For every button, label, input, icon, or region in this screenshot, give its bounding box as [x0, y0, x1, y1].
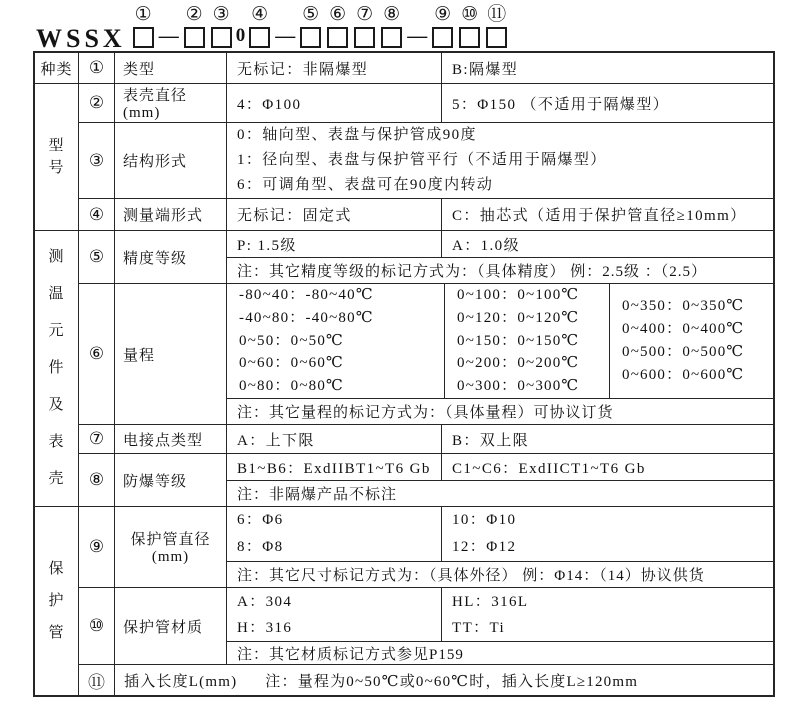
option-line: 1：径向型、表盘与保护管平行（不适用于隔爆型）	[237, 152, 607, 168]
model-slot-3	[208, 2, 235, 51]
row-label	[115, 507, 227, 587]
row-note: 注：其它量程的标记方式为：（具体量程）可协议订货	[227, 398, 773, 424]
row-label: 防爆等级	[115, 454, 227, 506]
table-row-case-diameter	[79, 84, 773, 122]
model-dash: —	[275, 25, 296, 47]
model-slot-11	[483, 2, 510, 51]
table-row-type	[79, 53, 773, 83]
table-row-explosion-proof	[79, 453, 773, 506]
option-cells	[227, 53, 773, 83]
model-digit-box	[459, 27, 480, 48]
section-element-case	[35, 230, 773, 506]
range-item: 0~80：0~80℃	[239, 378, 345, 395]
option-line: A：304	[237, 593, 293, 610]
option-cell: A：1.0级	[452, 237, 520, 254]
row-label: 测量端形式	[115, 199, 227, 230]
group-label: 型号	[48, 138, 65, 176]
range-item: 0~200：0~200℃	[457, 355, 580, 372]
table-row-accuracy	[79, 231, 773, 283]
model-prefix-slot	[36, 2, 130, 51]
option-line: TT：Ti	[452, 619, 506, 636]
row-number: ④	[79, 199, 115, 230]
table-row-tube-diameter	[79, 507, 773, 587]
table-row-range	[79, 283, 773, 424]
table-row-structure	[79, 122, 773, 198]
option-cell: B1~B6：ExdIIBT1~T6 Gb	[227, 454, 442, 480]
range-item: 0~60：0~60℃	[239, 355, 345, 372]
range-column-1	[227, 284, 445, 398]
table-row-tube-material	[79, 587, 773, 664]
range-item: 0~150：0~150℃	[457, 332, 580, 349]
option-cells	[227, 454, 773, 480]
range-item: 0~600：0~600℃	[622, 366, 745, 383]
range-item: 0~100：0~100℃	[457, 287, 580, 303]
option-cells	[227, 588, 773, 641]
merged-cell	[115, 665, 773, 695]
model-digit-box	[133, 27, 154, 48]
model-digit-box	[486, 27, 507, 48]
row-body	[227, 231, 773, 283]
row-label: 结构形式	[115, 123, 227, 198]
circled-number-1: ①	[134, 3, 152, 25]
table-row-contact-type	[79, 424, 773, 453]
circled-number-6: ⑥	[329, 3, 347, 25]
row-note: 注：其它材质标记方式参见P159	[227, 641, 773, 664]
option-cell	[442, 588, 773, 641]
model-dash-slot	[273, 1, 297, 51]
option-cell	[227, 507, 442, 561]
group-cell-model	[35, 84, 79, 230]
group-label: 保护管	[48, 561, 65, 641]
range-item: 0~500：0~500℃	[622, 344, 745, 360]
option-cell: B:隔爆型	[452, 61, 519, 78]
row-body	[227, 507, 773, 587]
range-item: 0~350：0~350℃	[622, 298, 745, 315]
row-number: ①	[79, 53, 115, 83]
model-zero-slot	[235, 1, 247, 51]
option-cell: P: 1.5级	[227, 231, 442, 257]
option-cell: B：双上限	[452, 432, 530, 449]
row-number: ⑨	[79, 507, 115, 587]
model-digit-box	[184, 27, 205, 48]
circled-number-9: ⑨	[434, 3, 452, 25]
row-number: ⑥	[79, 284, 115, 424]
range-item: -80~40：-80~40℃	[239, 287, 374, 303]
circled-number-3: ③	[212, 3, 230, 25]
row-number: ②	[79, 84, 115, 122]
section-rows	[79, 507, 773, 695]
group-cell-category: 种类	[35, 53, 79, 83]
model-digit-box	[249, 27, 270, 48]
row-number: ③	[79, 123, 115, 198]
section-model	[35, 83, 773, 230]
model-slot-1	[130, 2, 157, 51]
model-slot-4	[246, 2, 273, 51]
model-fixed-zero: 0	[235, 25, 246, 46]
section-category	[35, 53, 773, 83]
circled-number-7: ⑦	[356, 3, 374, 25]
group-cell-protection-tube	[35, 507, 79, 695]
circled-number-11: ⑪	[487, 3, 507, 25]
option-line: 6：Φ6	[237, 512, 284, 528]
row-label: 保护管材质	[115, 588, 227, 664]
model-digit-box	[327, 27, 348, 48]
range-columns	[227, 284, 773, 398]
circled-number-2: ②	[185, 3, 203, 25]
row-body	[227, 284, 773, 424]
circled-number-5: ⑤	[302, 3, 320, 25]
row-number: ⑩	[79, 588, 115, 664]
model-digit-box	[381, 27, 402, 48]
row-body	[227, 53, 773, 83]
model-slot-7	[351, 2, 378, 51]
table-row-measuring-end	[79, 198, 773, 230]
option-line: 0：轴向型、表盘与保护管成90度	[237, 127, 477, 143]
row-number: ⑤	[79, 231, 115, 283]
option-cells	[227, 84, 773, 122]
section-rows	[79, 84, 773, 230]
row-label: 插入长度L(mm)	[124, 673, 238, 690]
row-body	[227, 588, 773, 664]
row-body	[227, 425, 773, 453]
model-dash-slot	[405, 1, 429, 51]
circled-number-4: ④	[251, 3, 269, 25]
row-label: 类型	[115, 53, 227, 83]
model-slot-2	[181, 2, 208, 51]
range-column-2	[445, 284, 610, 398]
row-number: ⑧	[79, 454, 115, 506]
option-cell: A：上下限	[227, 425, 442, 453]
row-body	[227, 123, 773, 198]
option-line: 8：Φ8	[237, 539, 284, 555]
model-dash: —	[407, 25, 428, 47]
option-cell: 无标记：固定式	[227, 199, 442, 230]
model-digit-box	[300, 27, 321, 48]
row-body	[227, 199, 773, 230]
row-label: 量程	[115, 284, 227, 424]
row-number: ⑦	[79, 425, 115, 453]
group-cell-element-case	[35, 231, 79, 506]
circled-number-8: ⑧	[383, 3, 401, 25]
option-line: H：316	[237, 619, 293, 636]
option-line: 6：可调角型、表盘可在90度内转动	[237, 177, 494, 193]
model-slot-6	[324, 2, 351, 51]
model-slot-5	[297, 2, 324, 51]
group-label: 测温元件及表壳	[48, 249, 65, 487]
row-note: 注：其它精度等级的标记方式为：（具体精度） 例：2.5级 ：（2.5）	[227, 257, 773, 283]
row-label-line: (mm)	[151, 549, 190, 565]
range-item: 0~400：0~400℃	[622, 321, 745, 338]
option-cell	[227, 588, 442, 641]
range-item: 0~50：0~50℃	[239, 332, 345, 349]
row-note: 注：其它尺寸标记方式为：（具体外径） 例：Φ14：（14）协议供货	[227, 561, 773, 587]
option-cells	[227, 507, 773, 561]
option-cell: C1~C6：ExdIICT1~T6 Gb	[452, 460, 646, 477]
table-row-insertion-length	[79, 664, 773, 695]
model-slot-10	[456, 2, 483, 51]
option-cell: 5：Φ150 （不适用于隔爆型）	[452, 96, 670, 113]
row-label: 表壳直径(mm)	[115, 84, 227, 122]
option-line: 12：Φ12	[452, 539, 517, 555]
option-cells	[227, 231, 773, 257]
section-protection-tube	[35, 506, 773, 695]
option-cell	[442, 507, 773, 561]
section-rows	[79, 231, 773, 506]
row-label: 精度等级	[115, 231, 227, 283]
option-line: 10：Φ10	[452, 512, 517, 528]
range-column-3	[610, 284, 773, 398]
model-code-header	[0, 0, 790, 51]
model-dash: —	[158, 25, 179, 47]
range-item: 0~120：0~120℃	[457, 309, 580, 326]
selection-table	[33, 51, 775, 697]
row-note: 注：非隔爆产品不标注	[227, 480, 773, 506]
range-item: 0~300：0~300℃	[457, 378, 580, 395]
option-line: HL：316L	[452, 593, 529, 610]
model-prefix: WSSX	[36, 24, 126, 53]
model-slot-9	[429, 2, 456, 51]
model-dash-slot	[157, 1, 181, 51]
model-digit-box	[211, 27, 232, 48]
row-label: 电接点类型	[115, 425, 227, 453]
row-note: 注：量程为0~50℃或0~60℃时，插入长度L≥120mm	[265, 673, 639, 690]
option-cells	[227, 199, 773, 230]
option-cell: C：抽芯式（适用于保护管直径≥10mm）	[452, 208, 747, 224]
row-body	[227, 454, 773, 506]
model-digit-box	[432, 27, 453, 48]
row-body	[227, 84, 773, 122]
option-cell: 4：Φ100	[227, 84, 442, 122]
row-number: ⑪	[79, 665, 115, 695]
option-cell: 无标记：非隔爆型	[227, 53, 442, 83]
model-digit-box	[354, 27, 375, 48]
section-rows	[79, 53, 773, 83]
circled-number-10: ⑩	[461, 3, 479, 25]
row-label-line: 保护管直径	[130, 532, 211, 548]
range-item: -40~80：-40~80℃	[239, 309, 374, 326]
model-slot-8	[378, 2, 405, 51]
option-cells	[227, 425, 773, 453]
